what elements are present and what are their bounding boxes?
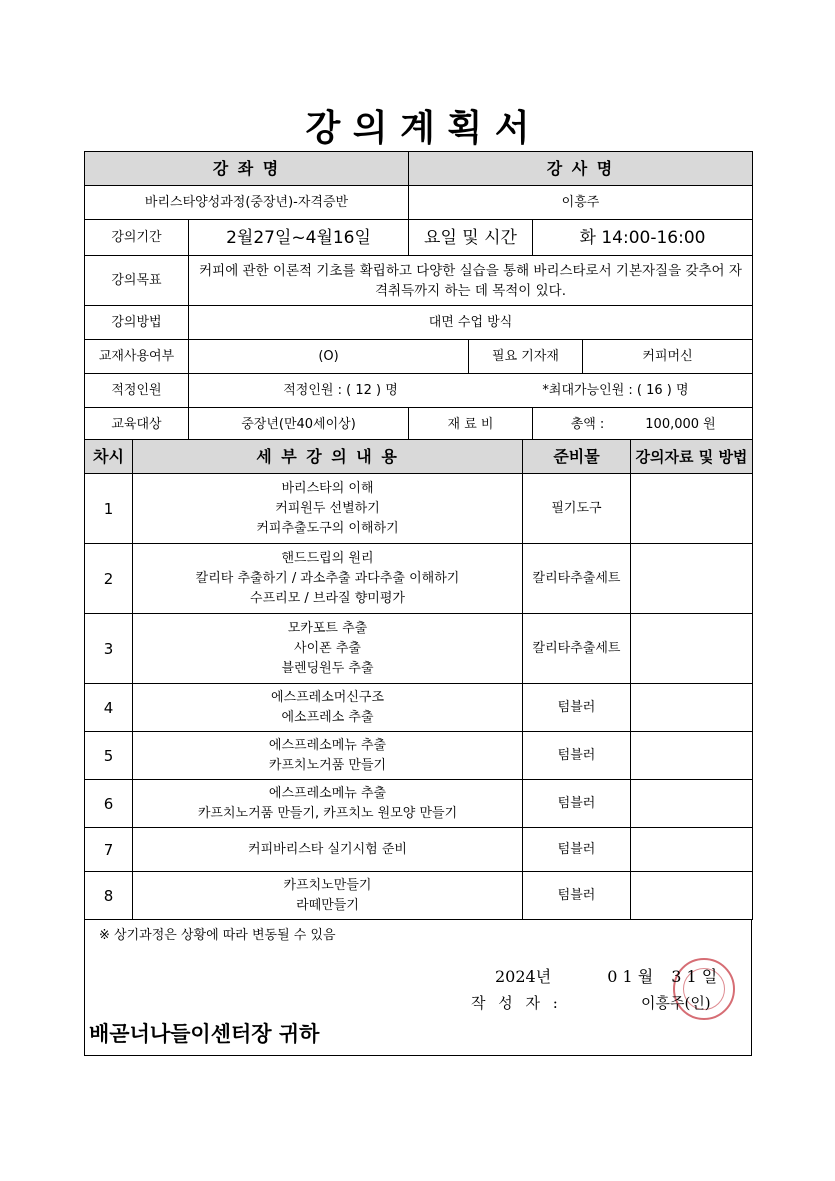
session-row <box>85 614 753 684</box>
date-day: 3 1 일 <box>671 967 718 986</box>
schedule-label: 요일 및 시간 <box>409 220 533 256</box>
session-no: 8 <box>85 872 133 920</box>
session-row <box>85 684 753 732</box>
session-content-line: 라떼만들기 <box>296 897 359 913</box>
goal-value: 커피에 관한 이론적 기초를 확립하고 다양한 실습을 통해 바리스타로서 기본자질을 갖추어 자격취득까지 하는 데 목적이 있다. <box>189 256 753 306</box>
session-content-line: 핸드드립의 원리 <box>281 550 374 566</box>
equipment-value: 커피머신 <box>583 340 753 374</box>
session-content <box>133 474 523 544</box>
session-no: 1 <box>85 474 133 544</box>
session-no: 6 <box>85 780 133 828</box>
equipment-label: 필요 기자재 <box>469 340 583 374</box>
session-material <box>631 684 753 732</box>
course-name-header: 강 좌 명 <box>85 152 409 186</box>
session-content-line: 모카포트 추출 <box>287 620 368 636</box>
schedule-value: 화 14:00-16:00 <box>533 220 753 256</box>
session-content-line: 에스프레소메뉴 추출 <box>268 737 387 753</box>
session-content-line: 에소프레소 추출 <box>281 709 374 725</box>
date-year: 2024년 <box>495 967 552 986</box>
session-content <box>133 684 523 732</box>
session-prep: 칼리타추출세트 <box>523 544 631 614</box>
session-content-line: 블렌딩원두 추출 <box>281 660 374 676</box>
instructor-name: 이흥주 <box>409 186 753 220</box>
session-no: 4 <box>85 684 133 732</box>
session-content <box>133 780 523 828</box>
session-material <box>631 614 753 684</box>
session-prep: 필기도구 <box>523 474 631 544</box>
capacity-cell <box>189 374 753 408</box>
session-content-line: 커피바리스타 실기시험 준비 <box>248 841 407 857</box>
session-content <box>133 872 523 920</box>
session-table <box>84 439 753 920</box>
session-content-line: 에스프레소머신구조 <box>270 689 385 705</box>
session-content-line: 커피원두 선별하기 <box>275 500 380 516</box>
session-prep: 텀블러 <box>523 780 631 828</box>
period-label: 강의기간 <box>85 220 189 256</box>
fee-total-label: 총액 : <box>570 416 605 432</box>
date-month: 0 1 월 <box>607 967 654 986</box>
session-content-line: 바리스타의 이해 <box>281 480 374 496</box>
session-no-header: 차시 <box>85 440 133 474</box>
session-no: 7 <box>85 828 133 872</box>
capacity-label: 적정인원 <box>85 374 189 408</box>
session-no: 3 <box>85 614 133 684</box>
session-content-line: 카프치노만들기 <box>283 877 372 893</box>
session-content-line: 카프치노거품 만들기, 카프치노 원모양 만들기 <box>197 805 458 821</box>
session-content-header: 세 부 강 의 내 용 <box>133 440 523 474</box>
fee-cell <box>533 408 753 442</box>
session-content-line: 수프리모 / 브라질 향미평가 <box>250 590 405 606</box>
session-content <box>133 614 523 684</box>
instructor-header: 강 사 명 <box>409 152 753 186</box>
session-content-line: 칼리타 추출하기 / 과소추출 과다추출 이해하기 <box>195 570 460 586</box>
session-prep: 칼리타추출세트 <box>523 614 631 684</box>
document-title: 강 의 계 획 서 <box>305 108 530 149</box>
session-row <box>85 732 753 780</box>
session-prep: 텀블러 <box>523 828 631 872</box>
period-value: 2월27일~4월16일 <box>189 220 409 256</box>
session-prep: 텀블러 <box>523 684 631 732</box>
session-content-line: 카프치노거품 만들기 <box>268 757 387 773</box>
session-prep-header: 준비물 <box>523 440 631 474</box>
session-prep: 텀블러 <box>523 872 631 920</box>
session-material <box>631 828 753 872</box>
session-no: 2 <box>85 544 133 614</box>
max-capacity-value: *최대가능인원 : ( 16 ) 명 <box>542 382 689 398</box>
session-content <box>133 732 523 780</box>
fee-label: 재 료 비 <box>409 408 533 442</box>
capacity-value: 적정인원 : ( 12 ) 명 <box>283 382 398 398</box>
change-notice: ※ 상기과정은 상황에 따라 변동될 수 있음 <box>99 928 336 943</box>
session-row <box>85 828 753 872</box>
session-row <box>85 544 753 614</box>
session-content-line: 커피추출도구의 이해하기 <box>256 520 399 536</box>
session-row <box>85 780 753 828</box>
session-material-header: 강의자료 및 방법 <box>631 440 753 474</box>
recipient: 배곧너나들이센터장 귀하 <box>89 1022 320 1046</box>
session-rows <box>85 474 753 920</box>
session-prep: 텀블러 <box>523 732 631 780</box>
session-content-line: 사이폰 추출 <box>294 640 361 656</box>
session-row <box>85 872 753 920</box>
method-value: 대면 수업 방식 <box>189 306 753 340</box>
target-label: 교육대상 <box>85 408 189 442</box>
goal-label: 강의목표 <box>85 256 189 306</box>
textbook-value: (O) <box>189 340 469 374</box>
session-content <box>133 828 523 872</box>
session-material <box>631 474 753 544</box>
session-material <box>631 544 753 614</box>
footer-section <box>84 920 752 1056</box>
textbook-label: 교재사용여부 <box>85 340 189 374</box>
author-name: 이흥주(인) <box>641 994 711 1012</box>
session-content-line: 에스프레소메뉴 추출 <box>268 785 387 801</box>
session-content <box>133 544 523 614</box>
fee-amount: 100,000 원 <box>645 416 716 432</box>
method-label: 강의방법 <box>85 306 189 340</box>
session-material <box>631 732 753 780</box>
course-name: 바리스타양성과정(중장년)-자격증반 <box>85 186 409 220</box>
date-line <box>495 964 717 987</box>
target-value: 중장년(만40세이상) <box>189 408 409 442</box>
session-row <box>85 474 753 544</box>
course-info-table <box>84 151 753 442</box>
session-material <box>631 780 753 828</box>
author-label: 작 성 자 : <box>471 994 562 1012</box>
session-no: 5 <box>85 732 133 780</box>
session-material <box>631 872 753 920</box>
